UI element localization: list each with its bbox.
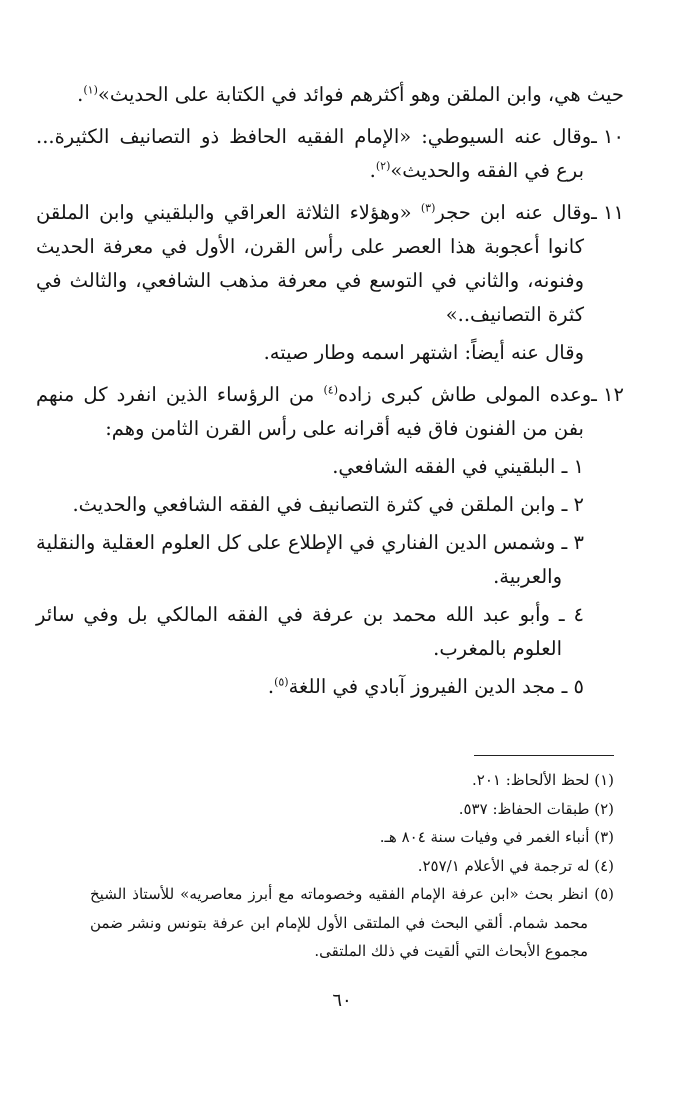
sub-item-1: ١ ـ البلقيني في الفقه الشافعي.: [332, 455, 584, 478]
numbered-item-12: [36, 378, 624, 446]
paragraph-continuation: حيث هي، وابن الملقن وهو أكثرهم فوائد في الكتابة على الحديث»$^{(١)}$.: [77, 83, 624, 106]
sub-item-4: [36, 598, 624, 666]
sub-item-5: [36, 670, 624, 704]
footnotes: [90, 766, 614, 966]
sub-item-4-text: وأبو عبد الله محمد بن عرفة في الفقه المالكي بل وفي سائر العلوم بالمغرب.: [36, 603, 562, 660]
footnote-ref-5: (٥): [274, 675, 289, 689]
item-12-text-a: وعده المولى طاش كبرى زاده: [337, 383, 592, 406]
footnote-4: (٤) له ترجمة في الأعلام ٢٥٧/١.: [417, 856, 614, 875]
item-number-10: ١٠ ـ: [591, 125, 624, 148]
item-12-text-b: من الرؤساء الذين انفرد كل منهم بفن من الفنون فاق فيه أقرانه على رأس القرن الثامن وهم:: [36, 383, 584, 440]
sub-item-5-text: ٥ ـ مجد الدين الفيروز آبادي في اللغة: [288, 675, 584, 698]
item-11-text-b: «وهؤلاء الثلاثة العراقي والبلقيني وابن الملقن كانوا أعجوبة هذا العصر على رأس القرن، الأول في معرفة الحديث وفنونه، والثاني في التوسع في معرفة مذهب الشافعي، والثالث في كثرة التصانيف..»: [36, 201, 584, 326]
sub-item-3-number: ٣ ـ: [561, 531, 584, 554]
footnote-5-number: (٥): [594, 885, 614, 903]
sub-item-5-period: .: [267, 675, 275, 698]
footnote-5: [90, 880, 614, 966]
footnote-ref-2: (٢): [375, 159, 391, 173]
sub-item-3: [36, 526, 624, 594]
sub-item-3-text: وشمس الدين الفناري في الإطلاع على كل العلوم العقلية والنقلية والعربية.: [36, 531, 562, 588]
item-11-text-a: وقال عنه ابن حجر: [435, 201, 592, 224]
page-number: ٦٠: [332, 990, 352, 1011]
footnote-2: (٢) طبقات الحفاظ: ٥٣٧.: [458, 799, 614, 818]
item-11-extra: وقال عنه أيضاً: اشتهر اسمه وطار صيته.: [263, 341, 584, 364]
main-text: [36, 78, 624, 708]
item-10-text: وقال عنه السيوطي: «الإمام الفقيه الحافظ ذو التصانيف الكثيرة... برع في الفقه والحديث»: [36, 125, 592, 182]
footnote-ref-4: (٤): [323, 383, 338, 397]
footnote-3: (٣) أنباء الغمر في وفيات سنة ٨٠٤ هـ.: [379, 828, 614, 846]
footnote-ref-1: (١): [83, 83, 98, 97]
item-number-11: ١١ ـ: [591, 201, 624, 224]
footnote-5-text: انظر بحث «ابن عرفة الإمام الفقيه وخصوماته مع أبرز معاصريه» للأستاذ الشيخ محمد شمام. ألقي البحث في الملتقى الأول للإمام ابن عرفة بتونس ونشر ضمن مجموع الأبحاث التي ألقيت في ذلك الملتقى.: [90, 885, 589, 960]
sub-item-4-number: ٤ ـ: [558, 603, 584, 626]
numbered-item-10: ١٠ ـوقال عنه السيوطي: «الإمام الفقيه الحافظ ذو التصانيف الكثيرة... برع في الفقه والحديث»$^{(٢)}$.: [36, 120, 624, 188]
text-continuation: حيث هي، وابن الملقن وهو أكثرهم فوائد في الكتابة على الحديث»: [97, 83, 624, 106]
item-number-12: ١٢ ـ: [591, 383, 624, 406]
footnote-divider: [474, 755, 614, 756]
footnote-ref-3: (٣): [420, 201, 436, 215]
numbered-item-11: [36, 196, 624, 332]
footnote-1: (١) لحظ الألحاظ: ٢٠١.: [472, 771, 614, 789]
sub-item-2: ٢ ـ وابن الملقن في كثرة التصانيف في الفقه الشافعي والحديث.: [72, 493, 584, 516]
